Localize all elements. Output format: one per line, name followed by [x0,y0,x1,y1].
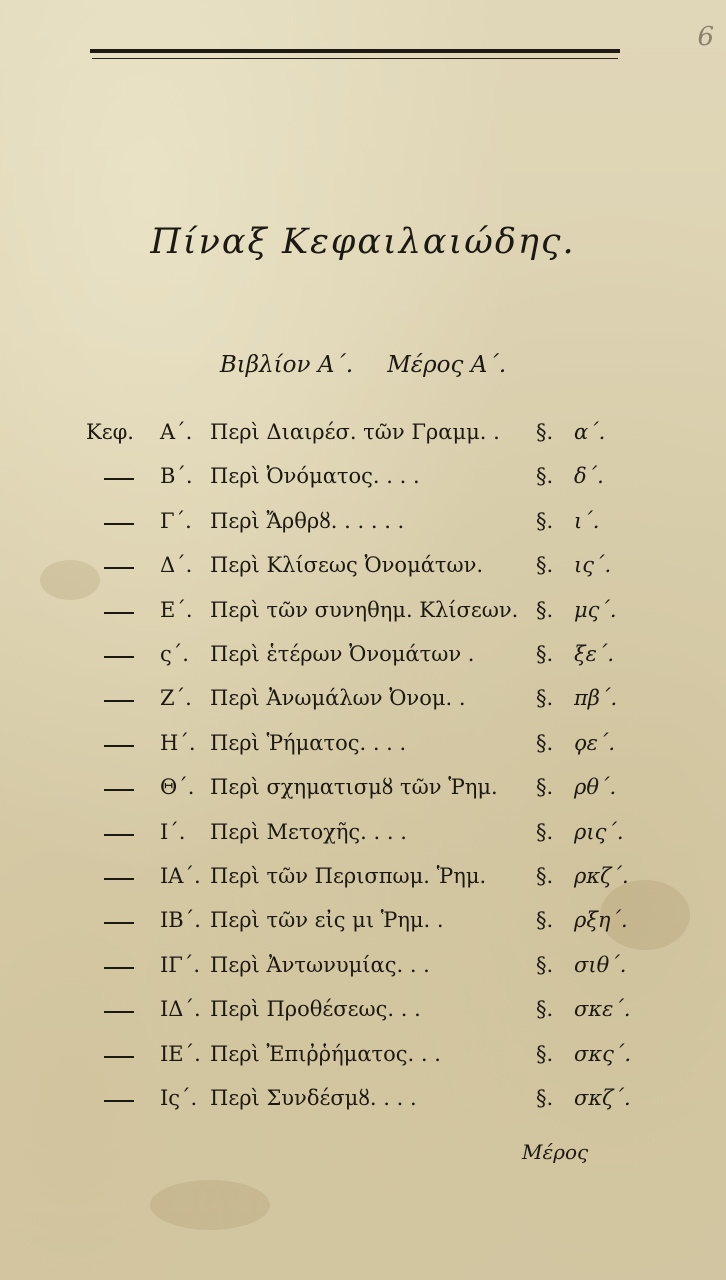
paper-stain [150,1180,270,1230]
section-sign: §. [536,686,554,711]
chapter-number: Ις΄. [160,1086,198,1110]
page-reference: ξε΄. [574,642,615,666]
toc-entry [0,636,726,672]
chapter-title: Περὶ τῶν Περισπωμ. Ῥημ. [210,864,487,888]
chapter-number: ΙΔ΄. [160,997,201,1022]
page-reference: πβ΄. [574,686,618,711]
chapter-title: Περὶ Κλίσεως Ὀνομάτων. [210,553,484,578]
section-sign: §. [536,908,554,933]
toc-entry [0,1036,726,1072]
section-sign: §. [536,420,554,444]
toc-entry [0,503,726,539]
top-rule-thin [92,58,618,59]
section-sign: §. [536,642,554,666]
chapter-title: Περὶ Ἀνωμάλων Ὀνομ. . [210,686,466,711]
ditto-dash [104,656,134,658]
toc-entry [0,991,726,1027]
page-reference: σκς΄. [574,1041,632,1066]
section-sign: §. [536,775,554,800]
ditto-dash [104,789,134,791]
toc-entry [0,1080,726,1116]
page-reference: δ΄. [574,464,604,489]
toc-entry [0,680,726,716]
chapter-title: Περὶ Συνδέσμȣ. . . . [210,1086,417,1110]
page-reference: μς΄. [574,597,617,622]
toc-entry [0,414,726,450]
section-sign: §. [536,464,554,489]
page-mark: 6 [697,22,714,52]
toc-entry [0,769,726,805]
part-label: Μέρος Α΄. [387,352,507,378]
page-reference: ις΄. [574,553,612,578]
ditto-dash [104,1011,134,1013]
ditto-dash [104,878,134,880]
ditto-dash [104,1056,134,1058]
chapter-number: ΙΒ΄. [160,908,201,933]
section-sign: §. [536,597,554,622]
book-label: Βιβλίον Α΄. [219,352,354,378]
chapter-title: Περὶ Ἀντωνυμίας. . . [210,952,430,977]
section-sign: §. [536,1041,554,1066]
section-sign: §. [536,864,554,888]
ditto-dash [104,834,134,836]
chapter-number: Α΄. [160,420,193,444]
section-sign: §. [536,952,554,977]
chapter-number: ΙΑ΄. [160,864,201,888]
toc-entry [0,858,726,894]
toc-entry [0,592,726,628]
chapter-number: Ι΄. [160,819,186,844]
section-sign: §. [536,553,554,578]
ditto-dash [104,523,134,525]
chapter-number: Η΄. [160,730,196,755]
page-reference: α΄. [574,420,606,444]
chapter-number: Β΄. [160,464,193,489]
toc-entry [0,902,726,938]
ditto-dash [104,700,134,702]
toc-entry [0,547,726,583]
page-reference: σιθ΄. [574,952,627,977]
page-reference: σκζ΄. [574,1086,631,1110]
chapter-number: ΙΓ΄. [160,952,201,977]
chapter-title: Περὶ Μετοχῆς. . . . [210,819,407,844]
chapter-title: Περὶ Ἐπιῤῥήματος. . . [210,1041,441,1066]
page-reference: ι΄. [574,508,600,533]
chapter-title: Περὶ τῶν εἰς μι Ῥημ. . [210,908,444,933]
chapter-number: Δ΄. [160,553,193,578]
top-rule-thick [90,49,620,53]
toc-entry [0,458,726,494]
section-heading [0,352,726,378]
toc-entry [0,947,726,983]
chapter-title: Περὶ Ἄρθρȣ. . . . . . [210,508,405,533]
ditto-dash [104,567,134,569]
page-reference: ρθ΄. [574,775,617,800]
page-reference: ϙε΄. [574,730,616,755]
chapter-abbrev: Κεφ. [86,420,134,444]
page-reference: σκε΄. [574,997,631,1022]
chapter-title: Περὶ Ῥήματος. . . . [210,730,407,755]
chapter-number: Ζ΄. [160,686,192,711]
chapter-title: Περὶ Προθέσεως. . . [210,997,421,1022]
chapter-title: Περὶ Ὀνόματος. . . . [210,464,420,489]
ditto-dash [104,1100,134,1102]
toc-entry [0,725,726,761]
page-title: Πίναξ Κεφαιλαιώδης. [150,222,576,262]
chapter-title: Περὶ Διαιρέσ. τῶν Γραμμ. . [210,420,500,444]
page-reference: ρις΄. [574,819,624,844]
section-sign: §. [536,508,554,533]
ditto-dash [104,922,134,924]
chapter-number: Γ΄. [160,508,192,533]
section-sign: §. [536,819,554,844]
section-sign: §. [536,1086,554,1110]
chapter-title: Περὶ σχηματισμȣ τῶν Ῥημ. [210,775,498,800]
page-reference: ρξη΄. [574,908,628,933]
chapter-number: ς΄. [160,642,189,666]
chapter-number: ΙΕ΄. [160,1041,201,1066]
ditto-dash [104,967,134,969]
toc-entry [0,814,726,850]
ditto-dash [104,745,134,747]
catchword: Μέρος [522,1140,589,1164]
section-sign: §. [536,997,554,1022]
chapter-title: Περὶ ἑτέρων Ὀνομάτων . [210,642,475,666]
chapter-title: Περὶ τῶν συνηθημ. Κλίσεων. [210,597,519,622]
page-reference: ρκζ΄. [574,864,629,888]
section-sign: §. [536,730,554,755]
ditto-dash [104,478,134,480]
chapter-number: Θ΄. [160,775,195,800]
ditto-dash [104,612,134,614]
chapter-number: Ε΄. [160,597,193,622]
